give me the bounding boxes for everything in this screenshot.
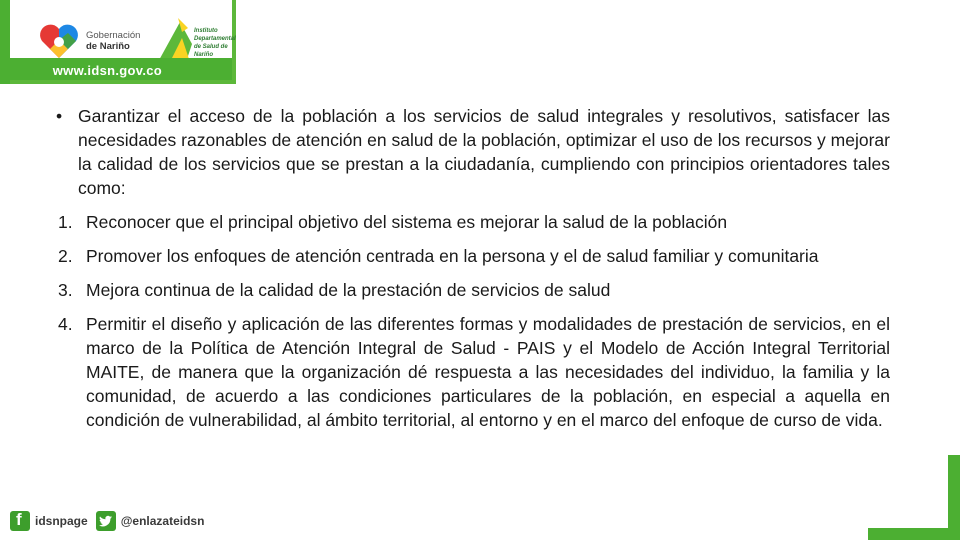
svg-text:Instituto: Instituto xyxy=(194,28,218,34)
svg-text:Departamental: Departamental xyxy=(194,36,236,42)
list-number: 3. xyxy=(58,280,73,300)
website-url[interactable]: www.idsn.gov.co xyxy=(52,63,162,78)
list-item-text: Mejora continua de la calidad de la prestación de servicios de salud xyxy=(86,280,611,300)
list-item xyxy=(60,210,890,234)
twitter-icon[interactable] xyxy=(96,511,116,531)
svg-text:de Salud de: de Salud de xyxy=(194,44,228,50)
intro-bullet xyxy=(56,104,890,200)
url-strip xyxy=(0,58,232,80)
social-footer xyxy=(10,508,212,534)
list-item xyxy=(60,244,890,268)
header-banner xyxy=(0,0,236,84)
twitter-bird-icon xyxy=(96,511,116,531)
list-item-text: Permitir el diseño y aplicación de las diferentes formas y modalidades de prestación de servicios, en el marco de la Política de Atención Integral de Salud - PAIS y el Modelo de Acción Integral Territorial MAITE, de manera que la organización dé respuesta a las necesidades del individuo, la familia y la comunidad, de acuerdo a las condiciones particulares de la población, en especial a aquella en condición de vulnerabilidad, al ámbito territorial, al entorno y en el marco del enfoque de curso de vida. xyxy=(86,314,890,430)
list-number: 4. xyxy=(58,314,73,334)
heart-logo-icon xyxy=(38,22,80,60)
list-item-text: Reconocer que el principal objetivo del sistema es mejorar la salud de la población xyxy=(86,212,728,232)
list-item-text: Promover los enfoques de atención centrada en la persona y el de salud familiar y comunitaria xyxy=(86,246,819,266)
facebook-handle[interactable]: idsnpage xyxy=(35,514,88,528)
facebook-icon[interactable] xyxy=(10,511,30,531)
list-item xyxy=(60,312,890,432)
corner-accent-horizontal xyxy=(868,528,960,540)
list-number: 2. xyxy=(58,246,73,266)
svg-text:Nariño: Nariño xyxy=(194,52,214,58)
bullet-marker: • xyxy=(56,106,63,126)
list-number: 1. xyxy=(58,212,73,232)
twitter-handle[interactable]: @enlazateidsn xyxy=(120,514,205,528)
list-item xyxy=(60,278,890,302)
gobernacion-label: Gobernación de Nariño xyxy=(86,30,141,52)
intro-text: Garantizar el acceso de la población a los servicios de salud integrales y resolutivos, satisfacer las necesidades razonables de atención en salud de la población, optimizar el uso de los recursos y mejorar la calidad de los servicios que se prestan a la ciudadanía, cumpliendo con principios orientadores tales como: xyxy=(78,106,890,198)
main-content xyxy=(56,104,890,442)
